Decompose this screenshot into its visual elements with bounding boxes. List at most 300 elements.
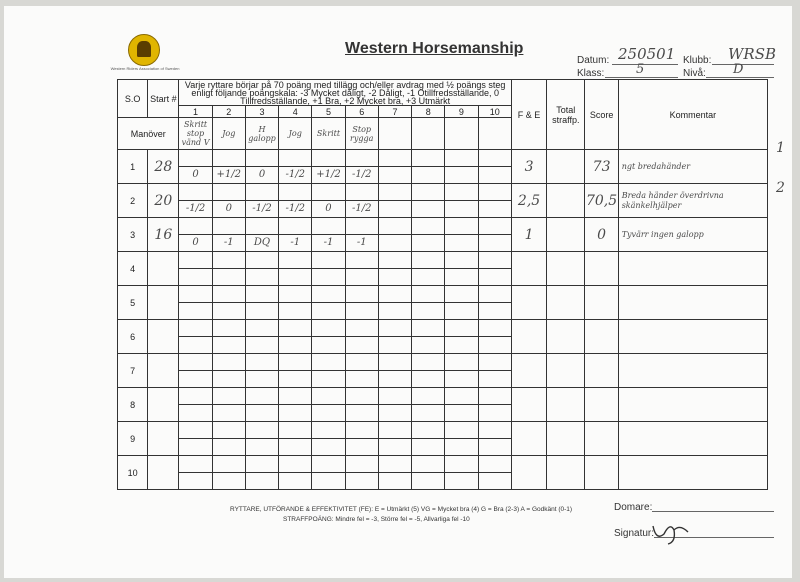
maneuver-score-cell xyxy=(378,218,411,252)
maneuver-score xyxy=(412,167,444,183)
row-score: 70,5 xyxy=(585,184,618,218)
row-comment xyxy=(618,456,767,490)
row-fe xyxy=(511,422,546,456)
row-score xyxy=(585,354,618,388)
maneuver-score-cell xyxy=(279,456,312,490)
row-fe: 2,5 xyxy=(511,184,546,218)
maneuver-number: 3 xyxy=(245,106,278,118)
maneuver-score xyxy=(412,201,444,217)
maneuver-score-cell xyxy=(245,456,278,490)
maneuver-score-cell xyxy=(412,388,445,422)
maneuver-score-cell xyxy=(412,354,445,388)
row-total xyxy=(547,354,585,388)
row-fe xyxy=(511,320,546,354)
maneuver-score-cell xyxy=(412,320,445,354)
row-comment xyxy=(618,252,767,286)
row-total xyxy=(547,218,585,252)
maneuver-score-cell xyxy=(378,150,411,184)
maneuver-score xyxy=(445,167,477,183)
row-start-number: 16 xyxy=(148,218,179,252)
maneuver-score-cell xyxy=(212,320,245,354)
maneuver-score xyxy=(179,439,211,455)
maneuver-score-cell xyxy=(279,286,312,320)
maneuver-score xyxy=(346,473,378,489)
maneuver-score xyxy=(346,303,378,319)
maneuver-score xyxy=(246,337,278,353)
row-so: 1 xyxy=(118,150,148,184)
maneuver-number: 7 xyxy=(378,106,411,118)
maneuver-score: +1/2 xyxy=(316,169,341,180)
maneuver-score xyxy=(445,269,477,285)
maneuver-score-cell xyxy=(445,456,478,490)
maneuver-score-cell xyxy=(279,150,312,184)
page-title: Western Horsemanship xyxy=(345,40,524,57)
maneuver-score xyxy=(479,167,511,183)
niva-label: Nivå: xyxy=(683,68,706,79)
row-fe: 1 xyxy=(511,218,546,252)
maneuver-score-cell xyxy=(279,320,312,354)
maneuver-score-cell xyxy=(445,286,478,320)
maneuver-score-cell xyxy=(445,320,478,354)
maneuver-score xyxy=(479,303,511,319)
col-total-header: Total straffp. xyxy=(547,80,585,150)
table-row xyxy=(118,184,768,218)
col-comment-header: Kommentar xyxy=(618,80,767,150)
maneuver-score xyxy=(312,337,344,353)
maneuver-score: -1/2 xyxy=(185,203,206,214)
maneuver-score-cell xyxy=(412,422,445,456)
row-fe xyxy=(511,354,546,388)
maneuver-score-cell xyxy=(212,354,245,388)
maneuver-score xyxy=(179,371,211,387)
maneuver-score xyxy=(445,371,477,387)
margin-note-row2: 2 xyxy=(776,180,785,196)
maneuver-score xyxy=(246,371,278,387)
maneuver-score-cell xyxy=(345,320,378,354)
maneuver-score xyxy=(213,337,245,353)
maneuver-score xyxy=(279,269,311,285)
row-comment xyxy=(618,354,767,388)
maneuver-score-cell xyxy=(245,286,278,320)
row-so: 8 xyxy=(118,388,148,422)
maneuver-score-cell xyxy=(245,150,278,184)
maneuver-score-cell xyxy=(345,286,378,320)
maneuver-score-cell xyxy=(179,388,212,422)
row-start-number xyxy=(148,286,179,320)
maneuver-score: -1 xyxy=(290,237,301,248)
maneuver-number: 10 xyxy=(478,106,511,118)
maneuver-score xyxy=(246,473,278,489)
maneuver-score-cell xyxy=(312,320,345,354)
maneuver-name xyxy=(412,118,445,150)
maneuver-score-cell xyxy=(245,184,278,218)
row-start-number xyxy=(148,320,179,354)
col-fe-header: F & E xyxy=(511,80,546,150)
maneuver-score-cell xyxy=(279,252,312,286)
maneuver-score-cell xyxy=(412,184,445,218)
maneuver-score-cell xyxy=(312,388,345,422)
maneuver-score-cell xyxy=(412,456,445,490)
maneuver-name xyxy=(478,118,511,150)
table-row xyxy=(118,422,768,456)
maneuver-score-cell xyxy=(378,388,411,422)
maneuver-score xyxy=(412,473,444,489)
maneuver-score xyxy=(213,439,245,455)
maneuver-score-cell xyxy=(245,388,278,422)
maneuver-score: -1 xyxy=(223,237,234,248)
maneuver-score-cell xyxy=(378,456,411,490)
maneuver-number: 4 xyxy=(279,106,312,118)
row-score xyxy=(585,456,618,490)
maneuver-score-cell xyxy=(312,354,345,388)
score-table xyxy=(117,79,768,490)
maneuver-score xyxy=(479,201,511,217)
maneuver-score-cell xyxy=(412,252,445,286)
maneuver-score-cell xyxy=(478,388,511,422)
maneuver-score xyxy=(246,269,278,285)
org-name: Western Riders Association of Sweden xyxy=(110,66,180,71)
row-score: 0 xyxy=(585,218,618,252)
maneuver-score xyxy=(312,473,344,489)
maneuver-score: 0 xyxy=(192,237,199,248)
maneuver-score xyxy=(445,303,477,319)
maneuver-score: 0 xyxy=(258,169,266,180)
maneuver-score-cell xyxy=(445,354,478,388)
table-row xyxy=(118,388,768,422)
maneuver-score xyxy=(412,405,444,421)
maneuver-score-cell xyxy=(179,286,212,320)
maneuver-score-cell xyxy=(445,252,478,286)
maneuver-score xyxy=(279,337,311,353)
maneuver-score xyxy=(279,371,311,387)
maneuver-score xyxy=(379,303,411,319)
maneuver-score xyxy=(412,439,444,455)
maneuver-score: -1 xyxy=(356,237,367,248)
maneuver-score xyxy=(479,405,511,421)
maneuver-score xyxy=(213,371,245,387)
maneuver-score-cell xyxy=(345,456,378,490)
row-score xyxy=(585,422,618,456)
row-fe xyxy=(511,252,546,286)
maneuver-score xyxy=(346,405,378,421)
maneuver-score-cell xyxy=(212,286,245,320)
maneuver-score-cell xyxy=(179,422,212,456)
maneuver-number: 6 xyxy=(345,106,378,118)
maneuver-score xyxy=(479,473,511,489)
maneuver-score-cell xyxy=(345,354,378,388)
maneuver-score-cell xyxy=(179,456,212,490)
maneuver-score-cell xyxy=(179,354,212,388)
maneuver-score-cell xyxy=(179,252,212,286)
maneuver-score-cell xyxy=(245,252,278,286)
maneuver-score xyxy=(346,269,378,285)
maneuver-score: +1/2 xyxy=(216,169,242,180)
maneuver-score-cell xyxy=(312,456,345,490)
maneuver-score-cell xyxy=(478,320,511,354)
maneuver-score-cell xyxy=(212,422,245,456)
maneuver-score: -1/2 xyxy=(252,203,272,214)
row-fe xyxy=(511,388,546,422)
maneuver-score-cell xyxy=(245,422,278,456)
maneuver-score-cell xyxy=(478,184,511,218)
row-score xyxy=(585,320,618,354)
maneuver-score-cell xyxy=(378,320,411,354)
maneuver-score xyxy=(479,371,511,387)
maneuver-score: 0 xyxy=(192,169,199,180)
maneuver-score xyxy=(213,473,245,489)
maneuver-score xyxy=(379,439,411,455)
maneuver-score xyxy=(379,235,411,251)
table-row xyxy=(118,320,768,354)
row-fe xyxy=(511,456,546,490)
wras-logo-icon xyxy=(128,34,160,66)
maneuver-score-cell xyxy=(212,150,245,184)
klass-label: Klass: xyxy=(577,68,605,79)
maneuver-score: -1/2 xyxy=(285,169,305,180)
row-fe: 3 xyxy=(511,150,546,184)
row-total xyxy=(547,422,585,456)
row-total xyxy=(547,252,585,286)
maneuver-score-cell xyxy=(345,184,378,218)
maneuver-score xyxy=(312,405,344,421)
maneuver-score xyxy=(346,337,378,353)
maneuver-score xyxy=(379,337,411,353)
row-start-number xyxy=(148,252,179,286)
datum-label: Datum: xyxy=(577,55,610,66)
row-score xyxy=(585,388,618,422)
row-so: 2 xyxy=(118,184,148,218)
maneuver-score-cell xyxy=(378,252,411,286)
maneuver-score-cell xyxy=(279,422,312,456)
maneuver-score xyxy=(412,337,444,353)
maneuver-score-cell xyxy=(245,320,278,354)
maneuver-score-cell xyxy=(179,184,212,218)
row-so: 9 xyxy=(118,422,148,456)
row-start-number xyxy=(148,456,179,490)
maneuver-score-cell xyxy=(412,286,445,320)
maneuver-score-cell xyxy=(179,218,212,252)
maneuver-score-cell xyxy=(312,218,345,252)
maneuver-score xyxy=(346,371,378,387)
table-row xyxy=(118,218,768,252)
maneuver-name: Stop rygga xyxy=(345,118,378,150)
manover-label: Manöver xyxy=(118,118,179,150)
maneuver-name: Skritt stop vänd V xyxy=(179,118,212,150)
margin-note-row1: 1 xyxy=(776,140,785,156)
judge-signature-icon xyxy=(648,516,698,546)
klubb-value: WRSB xyxy=(728,45,777,63)
maneuver-score xyxy=(213,269,245,285)
row-start-number xyxy=(148,354,179,388)
maneuver-score-cell xyxy=(378,422,411,456)
maneuver-score xyxy=(312,439,344,455)
row-score xyxy=(585,286,618,320)
maneuver-score-cell xyxy=(212,184,245,218)
maneuver-number: 8 xyxy=(412,106,445,118)
row-so: 4 xyxy=(118,252,148,286)
maneuver-score: -1/2 xyxy=(285,203,305,214)
maneuver-score xyxy=(346,439,378,455)
maneuver-score xyxy=(445,201,477,217)
row-fe xyxy=(511,286,546,320)
maneuver-score xyxy=(279,439,311,455)
maneuver-score-cell xyxy=(212,252,245,286)
row-total xyxy=(547,184,585,218)
row-total xyxy=(547,456,585,490)
maneuver-score xyxy=(412,371,444,387)
table-row xyxy=(118,286,768,320)
maneuver-score-cell xyxy=(345,218,378,252)
maneuver-score-cell xyxy=(478,218,511,252)
maneuver-score: 0 xyxy=(225,203,232,214)
row-comment xyxy=(618,286,767,320)
maneuver-score xyxy=(279,303,311,319)
row-comment xyxy=(618,320,767,354)
maneuver-score-cell xyxy=(378,184,411,218)
maneuver-score-cell xyxy=(345,388,378,422)
table-row xyxy=(118,456,768,490)
footer-fe-legend: RYTTARE, UTFÖRANDE & EFFEKTIVITET (FE): E = Utmärkt (5) VG = Mycket bra (4) G = Bra (2-3) A = Godkänt (0-1) xyxy=(230,506,573,513)
datum-value: 250501 xyxy=(618,45,676,63)
maneuver-score-cell xyxy=(245,218,278,252)
maneuver-score xyxy=(213,303,245,319)
maneuver-score-cell xyxy=(179,320,212,354)
klubb-label: Klubb: xyxy=(683,55,712,66)
maneuver-score-cell xyxy=(445,422,478,456)
maneuver-score xyxy=(179,337,211,353)
maneuver-score-cell xyxy=(312,286,345,320)
maneuver-score xyxy=(179,473,211,489)
maneuver-score xyxy=(312,371,344,387)
maneuver-score xyxy=(312,269,344,285)
maneuver-score-cell xyxy=(345,422,378,456)
maneuver-score-cell xyxy=(345,252,378,286)
maneuver-score-cell xyxy=(312,184,345,218)
maneuver-score: DQ xyxy=(253,237,271,248)
maneuver-score xyxy=(246,439,278,455)
maneuver-score-cell xyxy=(378,286,411,320)
maneuver-score xyxy=(479,337,511,353)
maneuver-score xyxy=(379,405,411,421)
maneuver-score xyxy=(179,303,211,319)
col-score-header: Score xyxy=(585,80,618,150)
maneuver-score-cell xyxy=(212,218,245,252)
maneuver-score-cell xyxy=(279,388,312,422)
row-so: 3 xyxy=(118,218,148,252)
niva-value: D xyxy=(733,62,744,77)
maneuver-score-cell xyxy=(245,354,278,388)
maneuver-score-cell xyxy=(378,354,411,388)
row-so: 10 xyxy=(118,456,148,490)
row-start-number xyxy=(148,388,179,422)
maneuver-score-cell xyxy=(445,218,478,252)
maneuver-score-cell xyxy=(179,150,212,184)
maneuver-score xyxy=(379,371,411,387)
row-total xyxy=(547,150,585,184)
maneuver-score xyxy=(379,269,411,285)
maneuver-name xyxy=(445,118,478,150)
maneuver-score xyxy=(279,473,311,489)
maneuver-score-cell xyxy=(312,422,345,456)
maneuver-score xyxy=(213,405,245,421)
row-start-number: 28 xyxy=(148,150,179,184)
maneuver-score xyxy=(379,473,411,489)
row-comment: Tyvärr ingen galopp xyxy=(618,218,767,252)
row-so: 6 xyxy=(118,320,148,354)
scoring-instructions: Varje ryttare börjar på 70 poäng med tillägg och/eller avdrag med ½ poängs steg enligt följande poängskala: -3 Mycket dåligt, -2 Dåligt, -1 Otillfredsställande, 0 Tillfredsställande, +1 Bra, +2 Mycket bra, +3 Utmärkt xyxy=(179,80,511,106)
maneuver-score xyxy=(312,303,344,319)
signatur-label: Signatur: xyxy=(614,528,655,539)
maneuver-score: 0 xyxy=(325,203,332,214)
table-row xyxy=(118,150,768,184)
maneuver-score-cell xyxy=(345,150,378,184)
maneuver-score: -1/2 xyxy=(351,169,372,180)
row-start-number xyxy=(148,422,179,456)
maneuver-score-cell xyxy=(412,218,445,252)
row-comment xyxy=(618,388,767,422)
maneuver-score-cell xyxy=(445,184,478,218)
maneuver-number: 5 xyxy=(312,106,345,118)
maneuver-score xyxy=(479,269,511,285)
maneuver-score xyxy=(246,405,278,421)
row-score xyxy=(585,252,618,286)
maneuver-score xyxy=(479,235,511,251)
maneuver-score-cell xyxy=(478,150,511,184)
maneuver-score xyxy=(412,269,444,285)
maneuver-score xyxy=(479,439,511,455)
row-total xyxy=(547,388,585,422)
col-start-header: Start # xyxy=(148,80,179,118)
maneuver-score-cell xyxy=(279,218,312,252)
maneuver-name xyxy=(378,118,411,150)
maneuver-name: Jog xyxy=(279,118,312,150)
maneuver-score xyxy=(179,405,211,421)
maneuver-score-cell xyxy=(412,150,445,184)
maneuver-score xyxy=(445,473,477,489)
maneuver-score-cell xyxy=(478,422,511,456)
maneuver-score-cell xyxy=(478,456,511,490)
maneuver-score: -1/2 xyxy=(351,203,372,214)
maneuver-score-cell xyxy=(312,252,345,286)
maneuver-score xyxy=(379,167,411,183)
col-so-header: S.O xyxy=(118,80,148,118)
maneuver-number: 2 xyxy=(212,106,245,118)
row-score: 73 xyxy=(585,150,618,184)
maneuver-score-cell xyxy=(478,354,511,388)
maneuver-score-cell xyxy=(279,184,312,218)
maneuver-name: Skritt xyxy=(312,118,345,150)
maneuver-score xyxy=(445,235,477,251)
row-comment: Breda händer överdrivna skänkelhjälper xyxy=(618,184,767,218)
klass-value: 5 xyxy=(636,62,645,77)
maneuver-score xyxy=(445,439,477,455)
row-comment: ngt bredahänder xyxy=(618,150,767,184)
table-row xyxy=(118,252,768,286)
row-start-number: 20 xyxy=(148,184,179,218)
row-total xyxy=(547,286,585,320)
maneuver-score-cell xyxy=(212,388,245,422)
maneuver-score xyxy=(445,337,477,353)
maneuver-score xyxy=(412,235,444,251)
footer-penalty-legend: STRAFFPOÄNG: Mindre fel = -3, Större fel = -5, Allvarliga fel -10 xyxy=(283,516,470,523)
maneuver-score xyxy=(279,405,311,421)
maneuver-score-cell xyxy=(478,252,511,286)
maneuver-score-cell xyxy=(445,388,478,422)
maneuver-score-cell xyxy=(312,150,345,184)
maneuver-number: 1 xyxy=(179,106,212,118)
table-row xyxy=(118,354,768,388)
row-so: 7 xyxy=(118,354,148,388)
